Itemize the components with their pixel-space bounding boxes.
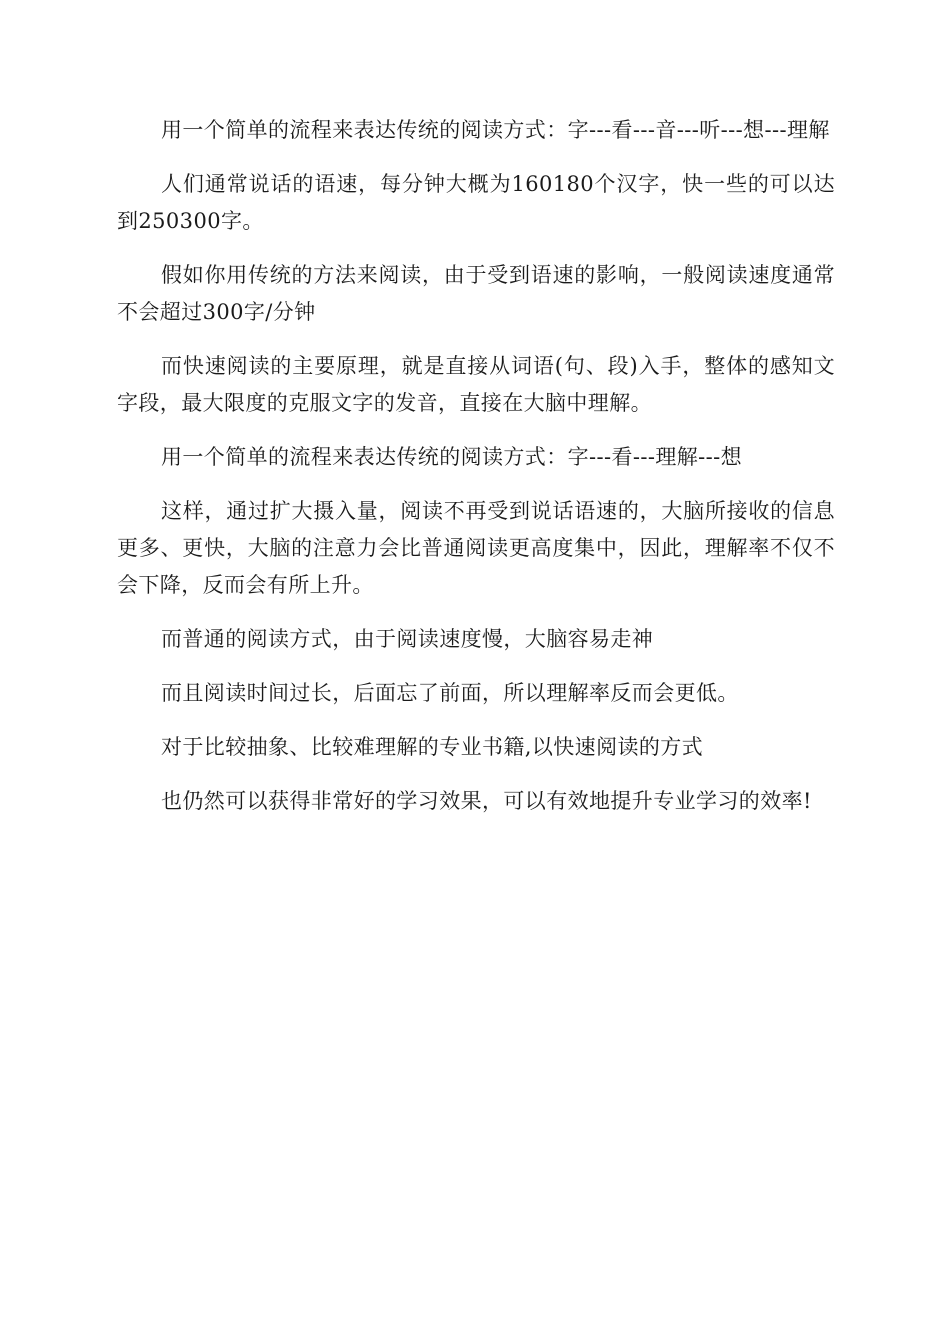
paragraph-6: 这样，通过扩大摄入量，阅读不再受到说话语速的，大脑所接收的信息更多、更快，大脑的注意力会比普通阅读更高度集中，因此，理解率不仅不会下降，反而会有所上升。: [117, 499, 835, 597]
paragraph-3: 假如你用传统的方法来阅读，由于受到语速的影响，一般阅读速度通常不会超过300字/分钟: [117, 263, 835, 324]
paragraph-5: 用一个简单的流程来表达传统的阅读方式：字---看---理解---想: [161, 445, 743, 469]
paragraph-4: 而快速阅读的主要原理，就是直接从词语(句、段)入手，整体的感知文字段，最大限度的克服文字的发音，直接在大脑中理解。: [117, 354, 835, 415]
paragraph-2: 人们通常说话的语速，每分钟大概为160180个汉字，快一些的可以达到250300字。: [117, 172, 835, 233]
document-body: [117, 112, 835, 837]
paragraph-9: 对于比较抽象、比较难理解的专业书籍,以快速阅读的方式: [161, 735, 704, 759]
paragraph-1: 用一个简单的流程来表达传统的阅读方式：字---看---音---听---想---理解: [161, 118, 830, 142]
paragraph-7: 而普通的阅读方式，由于阅读速度慢，大脑容易走神: [161, 627, 654, 651]
paragraph-8: 而且阅读时间过长，后面忘了前面，所以理解率反而会更低。: [161, 681, 739, 705]
paragraph-10: 也仍然可以获得非常好的学习效果，可以有效地提升专业学习的效率!: [161, 789, 812, 813]
